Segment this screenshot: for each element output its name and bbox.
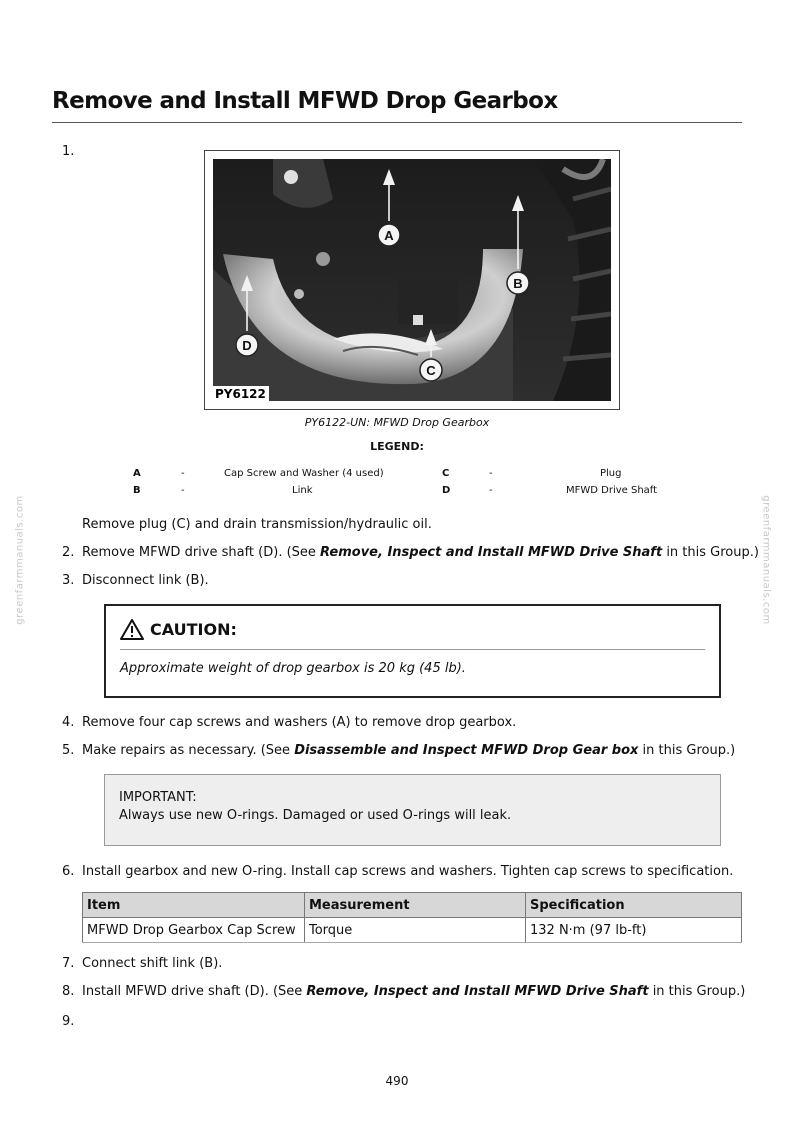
important-box	[104, 774, 721, 846]
page-title: Remove and Install MFWD Drop Gearbox	[52, 88, 558, 114]
caution-title: CAUTION:	[150, 619, 237, 639]
callout-b: B	[513, 276, 523, 291]
legend-title: LEGEND:	[370, 440, 424, 453]
legend-dash: -	[181, 485, 185, 496]
legend-text-a: Cap Screw and Washer (4 used)	[224, 468, 384, 479]
callout-c: C	[426, 363, 436, 378]
caution-text: Approximate weight of drop gearbox is 20 kg (45 lb).	[120, 661, 466, 676]
table-cell-measurement: Torque	[305, 918, 526, 943]
step-5-reference: Disassemble and Inspect MFWD Drop Gear box	[294, 743, 639, 758]
step-8-post: in this Group.)	[648, 984, 746, 999]
legend-text-c: Plug	[600, 468, 622, 479]
step-2-post: in this Group.)	[662, 545, 759, 560]
step-8-text	[82, 984, 745, 1000]
callout-a: A	[384, 228, 394, 243]
table-header-measurement: Measurement	[305, 893, 526, 918]
step-number: 2.	[62, 545, 75, 560]
legend-dash: -	[489, 485, 493, 496]
step-1-text: Remove plug (C) and drain transmission/hydraulic oil.	[82, 517, 432, 532]
step-2-reference: Remove, Inspect and Install MFWD Drive Shaft	[320, 545, 663, 560]
watermark-left: greenfarmmanuals.com	[14, 495, 26, 625]
important-title: IMPORTANT:	[119, 790, 197, 805]
table-header-specification: Specification	[526, 893, 742, 918]
figure-frame	[204, 150, 620, 410]
step-2-pre: Remove MFWD drive shaft (D). (See	[82, 545, 321, 560]
step-5-post: in this Group.)	[638, 743, 736, 758]
table-row	[83, 918, 742, 943]
specification-table	[82, 892, 742, 943]
step-6-text: Install gearbox and new O-ring. Install cap screws and washers. Tighten cap screws to specification.	[82, 864, 734, 879]
caution-box	[104, 604, 721, 698]
step-number: 8.	[62, 984, 75, 999]
step-8-pre: Install MFWD drive shaft (D). (See	[82, 984, 307, 999]
legend-key-c: C	[442, 468, 450, 479]
important-text: Always use new O-rings. Damaged or used O-rings will leak.	[119, 808, 512, 823]
step-number: 3.	[62, 573, 75, 588]
table-header-row	[83, 893, 742, 918]
title-divider	[52, 122, 742, 123]
gearbox-photo-illustration	[213, 159, 611, 401]
step-number: 9.	[62, 1014, 75, 1029]
watermark-right: greenfarmmanuals.com	[760, 495, 772, 625]
caution-divider	[120, 649, 705, 650]
legend-key-a: A	[133, 468, 141, 479]
warning-triangle-icon	[120, 618, 144, 640]
legend-key-d: D	[442, 485, 451, 496]
step-8-reference: Remove, Inspect and Install MFWD Drive Shaft	[306, 984, 649, 999]
caution-header	[120, 618, 237, 640]
step-number: 1.	[62, 144, 75, 159]
table-header-item: Item	[83, 893, 305, 918]
step-number: 7.	[62, 956, 75, 971]
callout-d: D	[242, 338, 252, 353]
legend-text-d: MFWD Drive Shaft	[566, 485, 658, 496]
gearbox-photo	[213, 159, 611, 401]
legend-dash: -	[489, 468, 493, 479]
legend-dash: -	[181, 468, 185, 479]
step-2-text	[82, 545, 759, 561]
figure-id-label: PY6122	[213, 386, 269, 401]
step-5-text	[82, 743, 735, 759]
table-cell-specification: 132 N·m (97 lb-ft)	[526, 918, 742, 943]
legend-text-b: Link	[292, 485, 313, 496]
step-4-text: Remove four cap screws and washers (A) to remove drop gearbox.	[82, 715, 517, 730]
page-number: 490	[385, 1074, 409, 1088]
step-5-pre: Make repairs as necessary. (See	[82, 743, 295, 758]
step-number: 5.	[62, 743, 75, 758]
step-number: 6.	[62, 864, 75, 879]
table-cell-item: MFWD Drop Gearbox Cap Screw	[83, 918, 305, 943]
step-number: 4.	[62, 715, 75, 730]
step-3-text: Disconnect link (B).	[82, 573, 209, 588]
figure-caption: PY6122-UN: MFWD Drop Gearbox	[304, 416, 490, 429]
legend-key-b: B	[133, 485, 141, 496]
step-7-text: Connect shift link (B).	[82, 956, 223, 971]
